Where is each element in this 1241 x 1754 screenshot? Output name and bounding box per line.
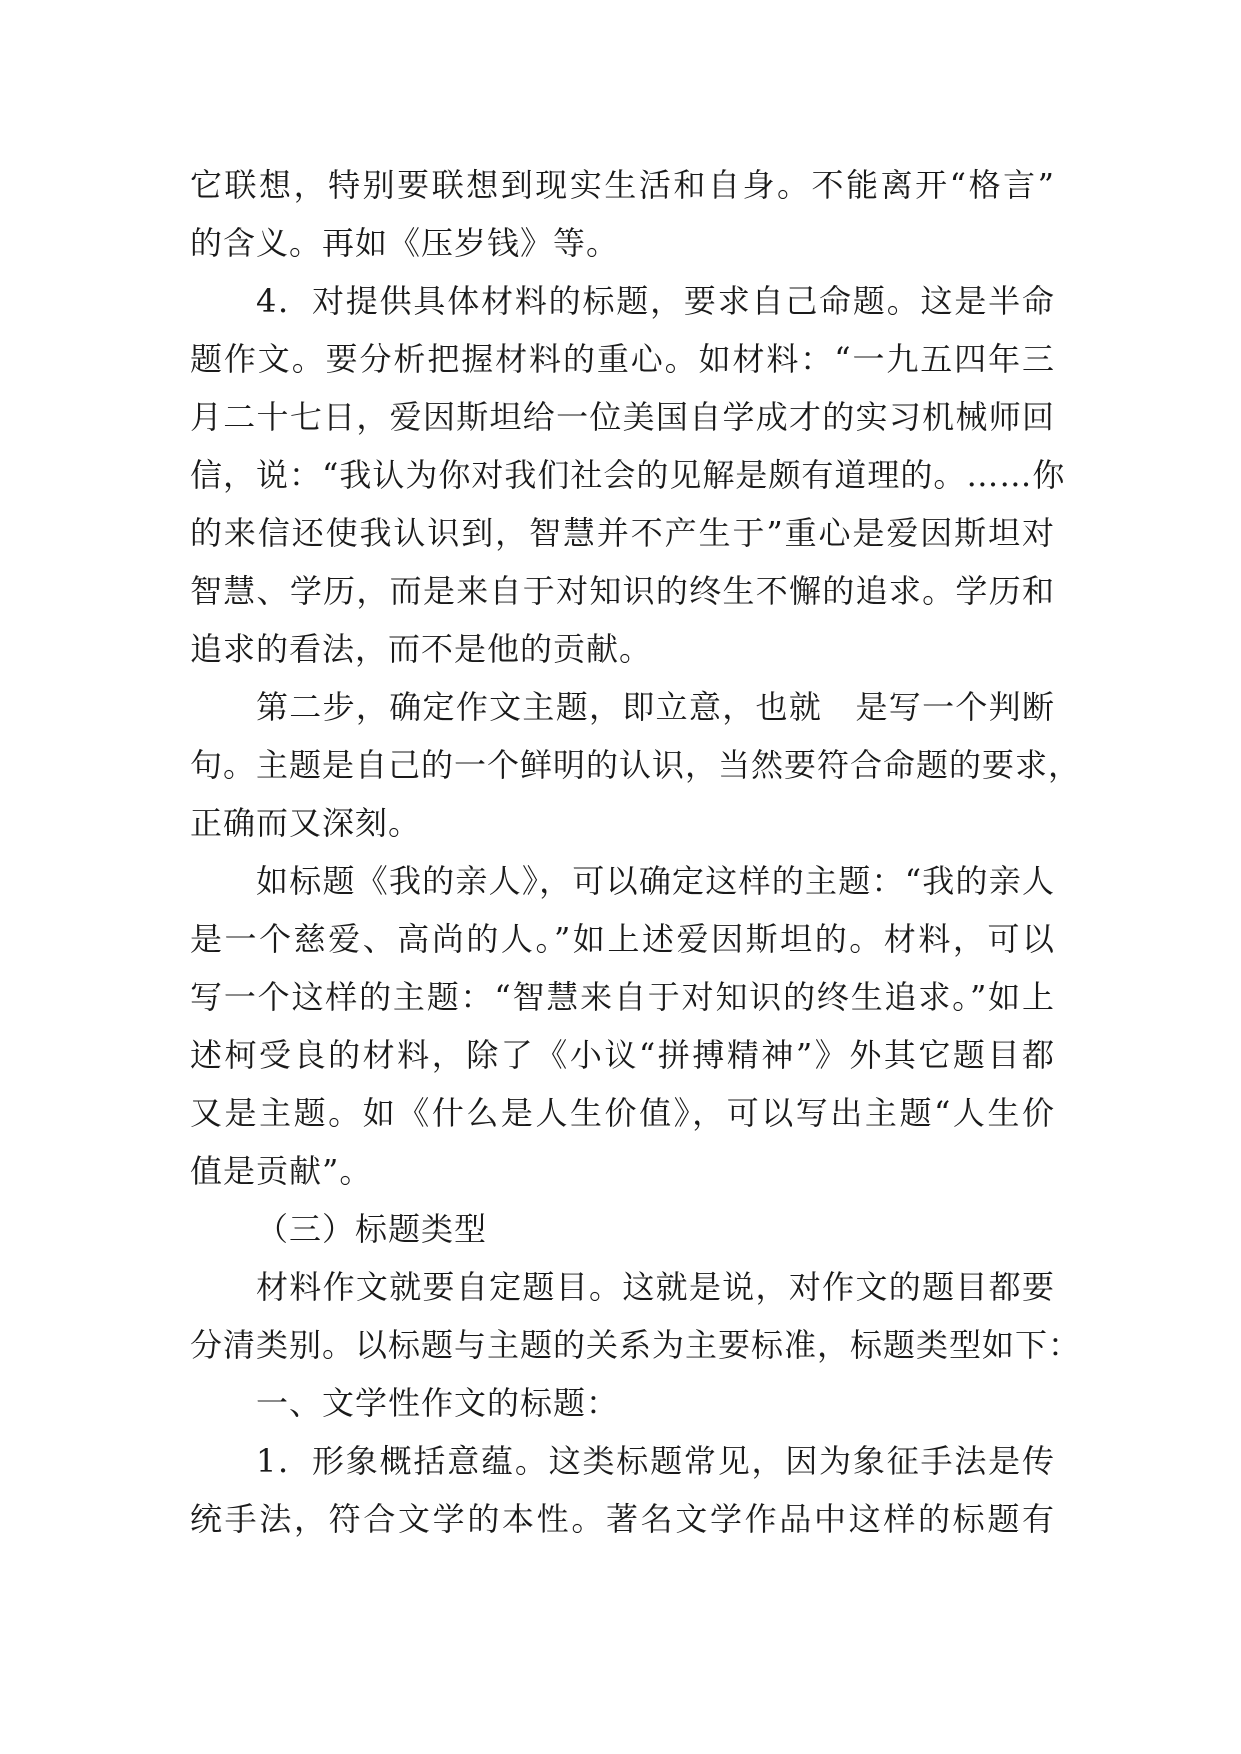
text-line: 1．形象概括意蕴。这类标题常见，因为象征手法是传 xyxy=(256,1442,1055,1480)
subsection-heading: 一、文学性作文的标题： xyxy=(256,1384,620,1422)
section-heading: （三）标题类型 xyxy=(256,1210,488,1248)
text-line: 句。主题是自己的一个鲜明的认识，当然要符合命题的要求， xyxy=(190,746,1082,784)
text-line: 信，说：“我认为你对我们社会的见解是颇有道理的。……你 xyxy=(190,456,1066,494)
text-line: 分清类别。以标题与主题的关系为主要标准，标题类型如下： xyxy=(190,1326,1082,1364)
text-line: 写一个这样的主题：“智慧来自于对知识的终生追求。”如上 xyxy=(190,978,1055,1016)
text-line: 智慧、学历，而是来自于对知识的终生不懈的追求。学历和 xyxy=(190,572,1055,610)
text-line: 第二步，确定作文主题，即立意，也就 是写一个判断 xyxy=(256,688,1055,726)
text-line: 追求的看法，而不是他的贡献。 xyxy=(190,630,653,668)
text-line: 题作文。要分析把握材料的重心。如材料：“一九五四年三 xyxy=(190,340,1055,378)
text-line: 如标题《我的亲人》，可以确定这样的主题：“我的亲人 xyxy=(256,862,1055,900)
text-line: 的来信还使我认识到，智慧并不产生于”重心是爱因斯坦对 xyxy=(190,514,1055,552)
document-page xyxy=(190,156,1082,1548)
text-line: 是一个慈爱、高尚的人。”如上述爱因斯坦的。材料，可以 xyxy=(190,920,1055,958)
text-line: 正确而又深刻。 xyxy=(190,804,422,842)
text-line: 统手法，符合文学的本性。著名文学作品中这样的标题有 xyxy=(190,1500,1055,1538)
text-line: 月二十七日，爱因斯坦给一位美国自学成才的实习机械师回 xyxy=(190,398,1055,436)
text-line: 述柯受良的材料，除了《小议“拼搏精神”》外其它题目都 xyxy=(190,1036,1055,1074)
text-line: 它联想，特别要联想到现实生活和自身。不能离开“格言” xyxy=(190,166,1055,204)
text-line: 材料作文就要自定题目。这就是说，对作文的题目都要 xyxy=(256,1268,1055,1306)
text-line: 值是贡献”。 xyxy=(190,1152,373,1190)
text-line: 又是主题。如《什么是人生价值》，可以写出主题“人生价 xyxy=(190,1094,1055,1132)
text-line: 的含义。再如《压岁钱》等。 xyxy=(190,224,620,262)
text-line: 4．对提供具体材料的标题，要求自己命题。这是半命 xyxy=(256,282,1055,320)
